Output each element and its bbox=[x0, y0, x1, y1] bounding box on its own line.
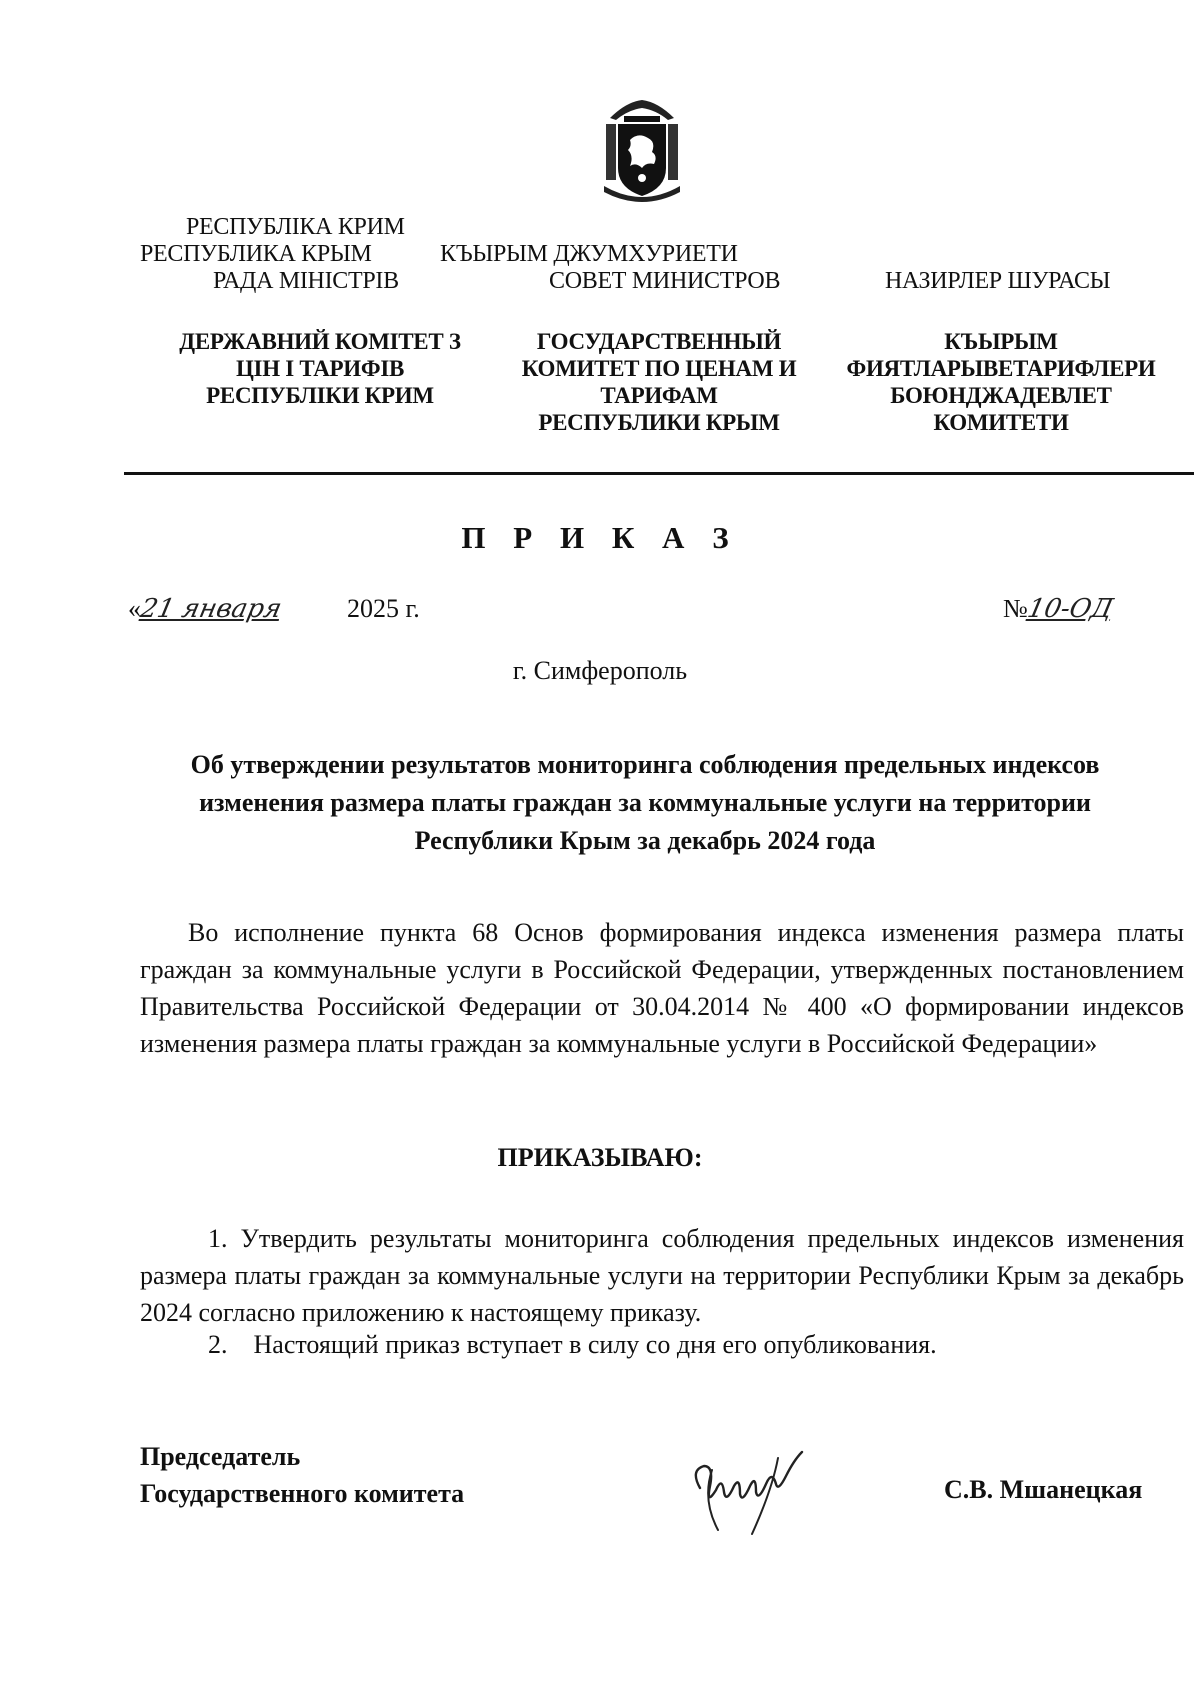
ru-council-line: СОВЕТ МИНИСТРОВ bbox=[549, 268, 781, 294]
order-item-1: 1. Утвердить результаты мониторинга соблюдения предельных индексов изменения размера платы граждан за коммунальные услуги на территории Республики Крым за декабрь 2024 согласно приложению к настоящему приказу. bbox=[140, 1224, 1184, 1327]
document-date: «21 января 2025 г. bbox=[128, 594, 420, 624]
document-subject: Об утверждении результатов мониторинга соблюдения предельных индексов изменения размера платы граждан за коммунальные услуги на территории Республики Крым за декабрь 2024 года bbox=[190, 750, 1100, 855]
signatory-title: Председатель Государственного комитета bbox=[140, 1442, 465, 1508]
crh-republic-line: КЪЫРЫМ ДЖУМХУРИЕТИ bbox=[440, 241, 738, 267]
handwritten-date: 21 января bbox=[137, 594, 285, 624]
crh-committee-name: КЪЫРЫМ ФИЯТЛАРЫВЕТАРИФЛЕРИ БОЮНДЖАДЕВЛЕТ КОМИТЕТИ bbox=[846, 329, 1156, 435]
document-city: г. Симферополь bbox=[512, 656, 688, 685]
signatory-name: С.В. Мшанецкая bbox=[944, 1475, 1143, 1504]
letterhead-divider bbox=[124, 472, 1194, 475]
crh-council-line: НАЗИРЛЕР ШУРАСЫ bbox=[885, 268, 1111, 294]
ru-republic-line: РЕСПУБЛИКА КРЫМ bbox=[140, 241, 372, 267]
ua-committee-name: ДЕРЖАВНИЙ КОМІТЕТ З ЦІН І ТАРИФІВ РЕСПУБЛІКИ КРИМ bbox=[179, 329, 461, 408]
ru-committee-name: ГОСУДАРСТВЕННЫЙ КОМИТЕТ ПО ЦЕНАМ И ТАРИФАМ РЕСПУБЛИКИ КРЫМ bbox=[521, 329, 797, 435]
document-title: П Р И К А З bbox=[461, 520, 739, 555]
ua-council-line: РАДА МІНІСТРІВ bbox=[213, 268, 399, 294]
handwritten-signature-icon bbox=[682, 1430, 822, 1540]
crimea-coat-of-arms-icon bbox=[596, 96, 688, 208]
orders-heading: ПРИКАЗЫВАЮ: bbox=[497, 1143, 703, 1172]
order-item-2: 2. Настоящий приказ вступает в силу со дня его опубликования. bbox=[208, 1330, 937, 1359]
document-number: №10-ОД bbox=[1003, 594, 1148, 624]
ua-republic-line: РЕСПУБЛІКА КРИМ bbox=[186, 214, 405, 240]
preamble-paragraph: Во исполнение пункта 68 Основ формирования индекса изменения размера платы граждан за коммунальные услуги в Российской Федерации, утвержденных постановлением Правительства Российской Федерации от 30.04.2014 № 400 «О формировании индексов изменения размера платы граждан за коммунальные услуги в Российской Федерации» bbox=[140, 918, 1184, 1058]
handwritten-number: 10-ОД bbox=[1024, 594, 1116, 624]
